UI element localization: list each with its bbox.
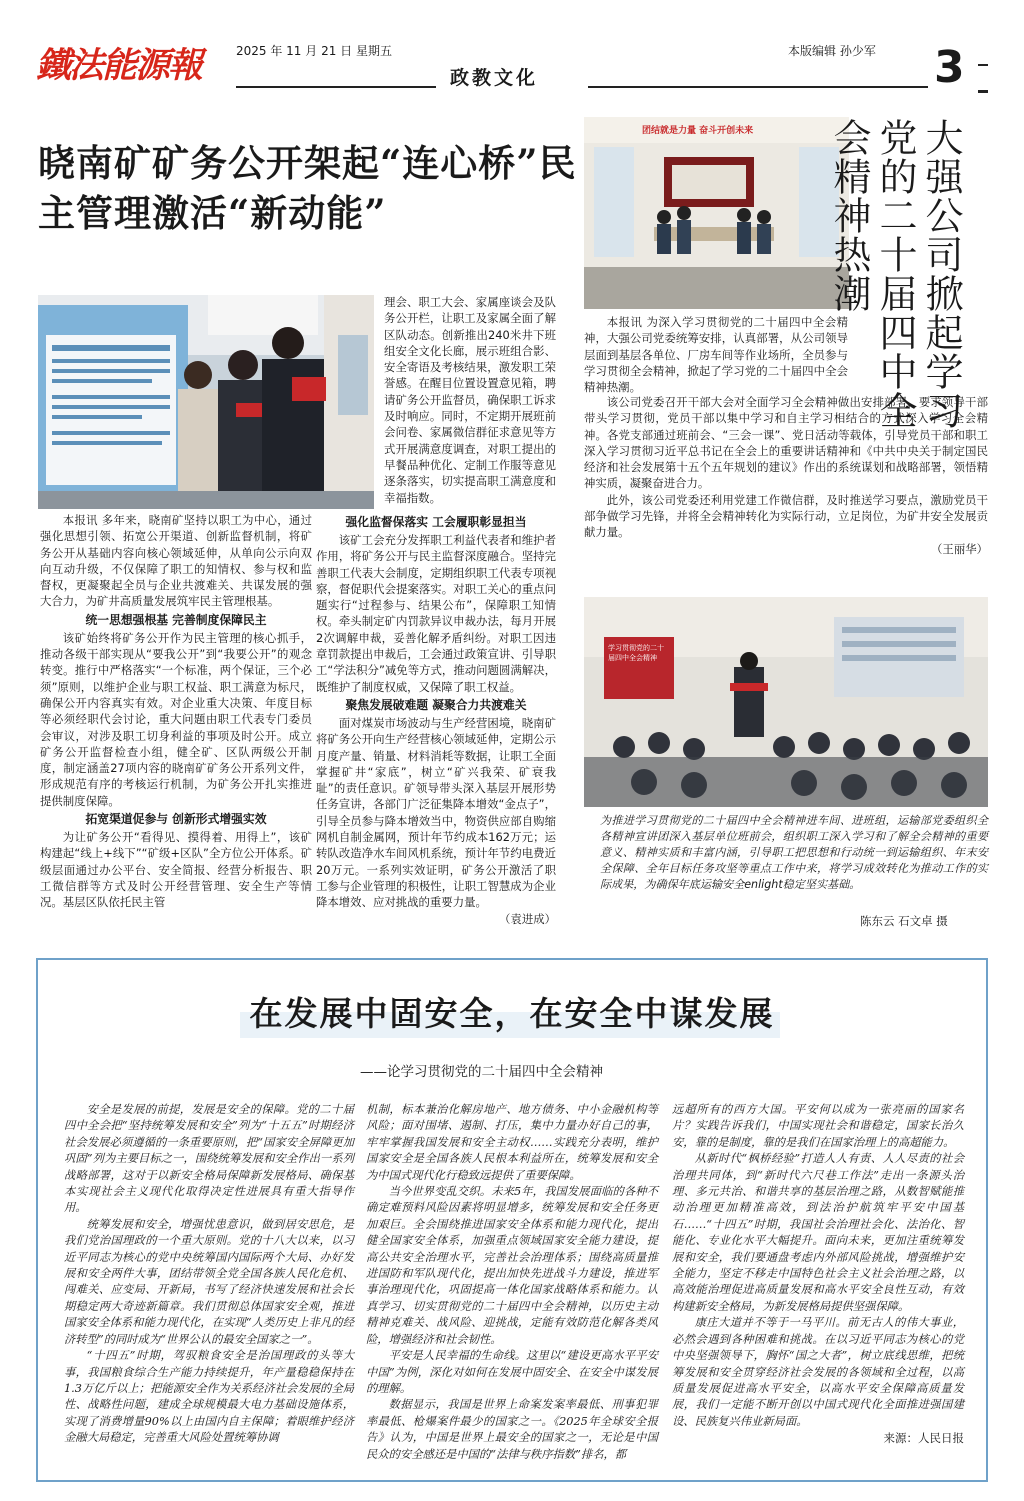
paragraph: 该矿工会充分发挥职工利益代表者和维护者作用，将矿务公开与民主监督深度融合。坚持完善职工代表大会制度，定期组织职工代表专项视察，督促职代会提案落实。对职工关心的重点问题实行“过程参与、结果公布”，保障职工知情权。牵头制定矿内罚款异议申裁办法，每月开展2次调解申裁，妥善化解矛盾纠纷。对职工因违章罚款提出申裁后，工会通过政策宣讲、引导职工“学法积分”减免等方式，推动问题圆满解决，既维护了制度权威，又保障了职工权益。: [316, 533, 556, 694]
article1-col2: [316, 512, 556, 927]
page-editor: 本版编辑 孙少军: [788, 44, 876, 58]
subheading: 强化监督保落实 工会履职彰显担当: [345, 515, 527, 529]
byline: （袁进成）: [499, 911, 556, 926]
article1-intro: 本报讯 多年来，晓南矿坚持以职工为中心，通过强化思想引领、拓宽公开渠道、创新监督机制，将矿务公开从基础内容向核心领域延伸，从单向公示向双向互动升级，不仅保障了职工的知情权、参与权和监督权，更凝聚起全员与企业共渡难关、共谋发展的强大合力，为矿井高质量发展筑牢民主管理根基。: [40, 513, 312, 609]
photo-study-session: [584, 597, 988, 807]
commentary-col2: [366, 1102, 658, 1463]
article2-body: [584, 314, 848, 395]
paragraph: 康庄大道并不等于一马平川。前无古人的伟大事业，必然会遇到各种困难和挑战。在以习近平同志为核心的党中央坚强领导下，胸怀“国之大者”，树立底线思维，把统筹发展和安全贯穿经济社会发展的各领域和全过程，以高质量发展促进高水平安全，以高水平安全保障高质量发展，我们一定能不断开创以中国式现代化全面推进强国建设、民族复兴伟业新局面。: [672, 1316, 964, 1428]
subheading: 统一思想强根基 完善制度保障民主: [85, 612, 267, 627]
study-session-scene: [584, 597, 988, 807]
meeting-room-scene: [584, 117, 849, 309]
commentary-col1: [64, 1102, 354, 1447]
paragraph: 该矿始终将矿务公开作为民主管理的核心抓手，推动各级干部实现从“要我公开”到“我要公开”的观念转变。推行中严格落实“一个标准，两个保证，三个必须”原则，以维护企业与职工权益、职工满意为标尺，确保公开内容真实有效。对企业重大决策、年度目标等必须经职代会讨论，重大问题由职工代表专门委员会审议，对涉及职工切身利益的事项及时公开。成立矿务公开监督检查小组，健全矿、区队两级公开制度，制定涵盖27项内容的晓南矿矿务公开系列文件，形成规范有序的考核运行机制，为矿务公开扎实推进提供制度保障。: [40, 630, 312, 808]
commentary-col3: [672, 1102, 964, 1447]
paragraph: 该公司党委召开干部大会对全面学习全会精神做出安排部署，要求领导干部带头学习贯彻，党员干部以集中学习和自主学习相结合的方式深入学习全会精神。各党支部通过班前会、“三会一课”、党日活动等载体，引导党员干部和职工深入学习贯彻习近平总书记在全会上的重要讲话精神和《中共中央关于制定国民经济和社会发展第十五个五年规划的建议》作出的系统谋划和战略部署，领悟精神实质，凝聚奋进合力。: [584, 395, 988, 491]
paragraph: “十四五”时期，驾驭粮食安全是治国理政的头等大事，我国粮食综合生产能力持续提升，年产量稳稳保持在1.3万亿斤以上；把能源安全作为关系经济社会发展的全局性、战略性问题，建成全球规模最大电力基础设施体系，实现了消费增量90%以上由国内自主保障；着眼维护经济金融大局稳定，完善重大风险处置统筹协调: [64, 1349, 354, 1445]
paragraph: 机制，标本兼治化解房地产、地方债务、中小金融机构等风险；面对围堵、遏制、打压，集中力量办好自己的事，牢牢掌握我国发展和安全主动权……实践充分表明，维护国家安全是全国各族人民根本利益所在，统筹发展和安全为中国式现代化行稳致远提供了重要保障。: [366, 1103, 658, 1182]
commentary-title: 在发展中固安全，在安全中谋发展: [249, 994, 775, 1033]
byline: （王丽华）: [931, 541, 988, 556]
paragraph: 面对煤炭市场波动与生产经营困境，晓南矿将矿务公开向生产经营核心领域延伸，定期公示月度产量、销量、材料消耗等数据，让职工全面掌握矿井“家底”，树立“矿兴我荣、矿衰我耻”的责任意识。矿领导带头深入基层开展形势任务宣讲，各部门广泛征集降本增效“金点子”，引导全员参与降本增效当中，物资供应部自购缩网机自制金属网，预计年节约成本162万元；运转队改造净水车间风机系统，预计年节约电费近20万元。一系列实效证明，矿务公开激活了职工参与企业管理的积极性，让职工智慧成为企业降本增效、应对挑战的重要力量。: [316, 715, 556, 910]
section-title: 政教文化: [450, 67, 539, 89]
article2-body-wide: [584, 394, 988, 557]
article2-intro: 本报讯 为深入学习贯彻党的二十届四中全会精神，大强公司党委统筹安排，认真部署，从公司领导层面到基层各单位、厂房车间等作业场所，全员参与学习贯彻全会精神，掀起了学习党的二十届四中全会精神热潮。: [584, 315, 848, 395]
photo-notice-board: [38, 295, 374, 509]
subheading: 聚焦发展破难题 凝聚合力共渡难关: [345, 697, 527, 712]
paragraph: 数据显示，我国是世界上命案发案率最低、刑事犯罪率最低、枪爆案件最少的国家之一。《2025年全球安全报告》认为，中国是世界上最安全的国家之一，无论是中国民众的安全感还是中国的“法律与秩序指数”排名，都: [366, 1398, 658, 1461]
page-number: 3: [934, 42, 965, 93]
subheading: 拓宽渠道促参与 创新形式增强实效: [85, 812, 267, 827]
photo-meeting-room: [584, 117, 849, 309]
article-headline: 晓南矿矿务公开架起“连心桥”民主管理激活“新动能”: [38, 141, 577, 235]
paragraph: 远超所有的西方大国。平安何以成为一张亮丽的国家名片？实践告诉我们，中国实现社会和谐稳定，国家长治久安，靠的是制度，靠的是我们在国家治理上的高超能力。: [672, 1103, 964, 1149]
article1-col1: [40, 512, 312, 911]
photo-caption: 为推进学习贯彻党的二十届四中全会精神进车间、进班组，运输部党委组织全各精神宣讲团深入基层单位班前会，组织职工深入学习和了解全会精神的重要意义、精神实质和丰富内涵，引导职工把思想和行动统一到运输组织、年末安全保障、全年目标任务攻坚等重点工作中来，将学习成效转化为推动工作的实际成果，为确保年底运输安全enlight稳定坚实基础。: [600, 814, 988, 891]
notice-board-scene: [38, 295, 374, 509]
commentary-subtitle: ——论学习贯彻党的二十届四中全会精神: [360, 1064, 603, 1080]
masthead-rule-left: [236, 86, 436, 88]
paragraph: 当今世界变乱交织。未来5年，我国发展面临的各种不确定难预料风险因素将明显增多，统筹发展和安全任务更加艰巨。全会围绕推进国家安全体系和能力现代化，提出健全国家安全体系，加强重点领域国家安全能力建设，提高公共安全治理水平，完善社会治理体系；围绕高质量推进国防和军队现代化，提出加快先进战斗力建设，推进军事治理现代化，巩固提高一体化国家战略体系和能力。认真学习、切实贯彻党的二十届四中全会精神，以历史主动精神克难关、战风险、迎挑战，定能有效防范化解各类风险，增强经济和社会韧性。: [366, 1185, 658, 1346]
photo-credit: 陈东云 石文卓 摄: [860, 914, 948, 928]
masthead-dash: [978, 64, 988, 66]
paragraph: 统筹发展和安全，增强忧患意识，做到居安思危，是我们党治国理政的一个重大原则。党的十八大以来，以习近平同志为核心的党中央统筹国内国际两个大局、办好发展和安全两件大事，团结带领全党全国各族人民化危机、闯难关、应变局、开新局，书写了经济快速发展和社会长期稳定两大奇迹新篇章。我们贯彻总体国家安全观，推进国家安全体系和能力现代化，在实现“人类历史上非凡的经济转型”的同时成为“世界公认的最安全国家之一”。: [64, 1217, 354, 1346]
paragraph: 为让矿务公开“看得见、摸得着、用得上”，该矿构建起“线上+线下”“矿级+区队”全方位公开体系。矿级层面通过办公平台、安全简报、经营分析报告、职工微信群等方式及时公开经营管理、安全生产等情况。基层区队依托民主管: [40, 830, 312, 910]
commentary-source: 来源：人民日报: [883, 1431, 964, 1446]
photo-banner-text: 团结就是力量 奋斗开创未来: [642, 126, 754, 136]
article1-col-top-right: [384, 294, 556, 506]
paragraph: 理会、职工大会、家属座谈会及队务公开栏，让职工及家属全面了解区队动态。创新推出240米井下班组安全文化长廊，展示班组合影、安全寄语及考核结果，激发职工荣誉感。在醒目位置设置意见箱，聘请矿务公开监督员，确保职工诉求及时响应。同时，不定期开展班前会问卷、家属微信群征求意见等方式开展满意度调查，对职工提出的早餐品种优化、定制工作服等意见逐条落实，切实提高职工满意度和幸福指数。: [384, 295, 556, 505]
issue-date: 2025 年 11 月 21 日 星期五: [236, 44, 392, 58]
newspaper-logo: 鐵法能源報: [36, 45, 202, 86]
masthead-rule-right: [588, 86, 928, 88]
photo-screen-text: 学习贯彻党的二十届四中全会精神: [608, 644, 664, 662]
paragraph: 从新时代“枫桥经验”打造人人有责、人人尽责的社会治理共同体，到“新时代六尺巷工作法”走出一条源头治理、多元共治、和谐共享的基层治理之路，从数智赋能推动治理更加精准高效，到法治护航筑牢平安中国基石……“十四五”时期，我国社会治理社会化、法治化、智能化、专业化水平大幅提升。面向未来，更加注重统筹发展和安全，我们要通盘考虑内外部风险挑战，增强维护安全能力，坚定不移走中国特色社会主义社会治理之路，以高效能治理促进高质量发展和高水平安全良性互动，有效构建新安全格局，为新发展格局提供坚强保障。: [672, 1152, 964, 1313]
paragraph: 此外，该公司党委还利用党建工作微信群，及时推送学习要点，激励党员干部争做学习先锋，并将全会精神转化为实际行动，立足岗位，为矿井安全发展贡献力量。: [584, 492, 988, 540]
paragraph: 平安是人民幸福的生命线。这里以“建设更高水平平安中国”为例，深化对如何在发展中固安全、在安全中谋发展的理解。: [366, 1349, 658, 1395]
paragraph: 安全是发展的前提，发展是安全的保障。党的二十届四中全会把“坚持统筹发展和安全”列为“十五五”时期经济社会发展必须遵循的一条重要原则，把“国家安全屏障更加巩固”列为主要目标之一，围绕统筹发展和安全作出一系列战略部署，这对于以新安全格局保障新发展格局、确保基本实现社会主义现代化取得决定性进展具有重大指导作用。: [64, 1103, 354, 1215]
masthead-dash: [978, 90, 988, 93]
article2-vertical-title: 大强公司掀起学习党的二十届四中全会精神热潮: [827, 118, 963, 430]
